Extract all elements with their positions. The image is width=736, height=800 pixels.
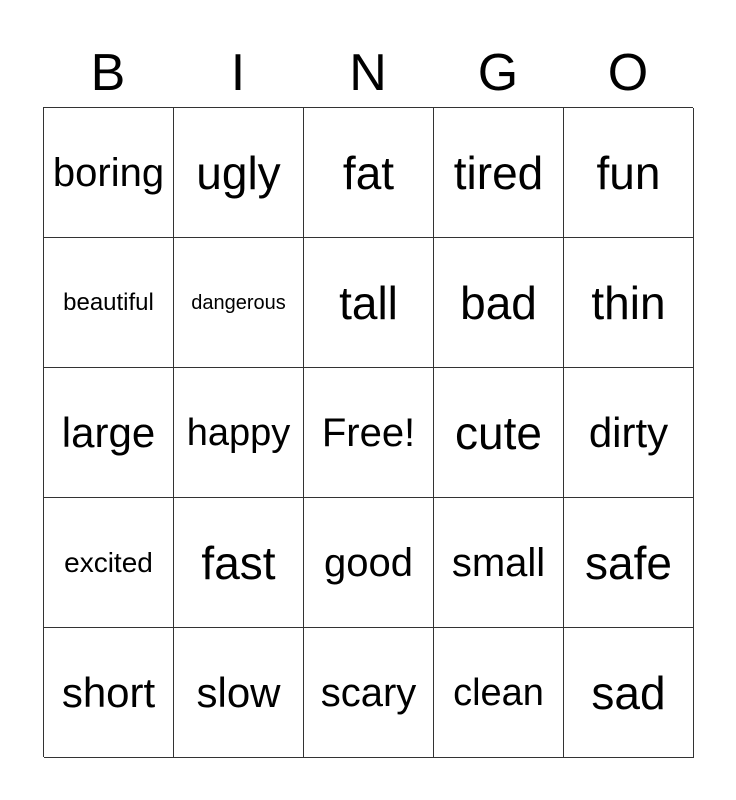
bingo-cell: slow	[174, 628, 304, 758]
bingo-cell: beautiful	[44, 238, 174, 368]
bingo-cell: excited	[44, 498, 174, 628]
bingo-cell: small	[434, 498, 564, 628]
bingo-cell: boring	[44, 108, 174, 238]
bingo-cell: tired	[434, 108, 564, 238]
bingo-cell: thin	[564, 238, 694, 368]
bingo-cell: happy	[174, 368, 304, 498]
bingo-cell: safe	[564, 498, 694, 628]
bingo-cell: fat	[304, 108, 434, 238]
bingo-cell: fast	[174, 498, 304, 628]
header-letter-g: G	[477, 44, 519, 102]
bingo-board	[43, 107, 693, 757]
bingo-cell: clean	[434, 628, 564, 758]
header-letter-n: N	[349, 44, 387, 102]
bingo-cell: dirty	[564, 368, 694, 498]
bingo-cell-free: Free!	[304, 368, 434, 498]
bingo-cell: short	[44, 628, 174, 758]
bingo-header	[43, 40, 693, 106]
bingo-cell: good	[304, 498, 434, 628]
bingo-cell: tall	[304, 238, 434, 368]
bingo-cell: bad	[434, 238, 564, 368]
header-letter-o: O	[607, 44, 649, 102]
bingo-cell: sad	[564, 628, 694, 758]
header-letter-b: B	[90, 44, 126, 102]
header-letter-i: I	[230, 44, 246, 102]
bingo-cell: fun	[564, 108, 694, 238]
bingo-cell: dangerous	[174, 238, 304, 368]
bingo-cell: ugly	[174, 108, 304, 238]
bingo-cell: scary	[304, 628, 434, 758]
bingo-cell: large	[44, 368, 174, 498]
bingo-cell: cute	[434, 368, 564, 498]
